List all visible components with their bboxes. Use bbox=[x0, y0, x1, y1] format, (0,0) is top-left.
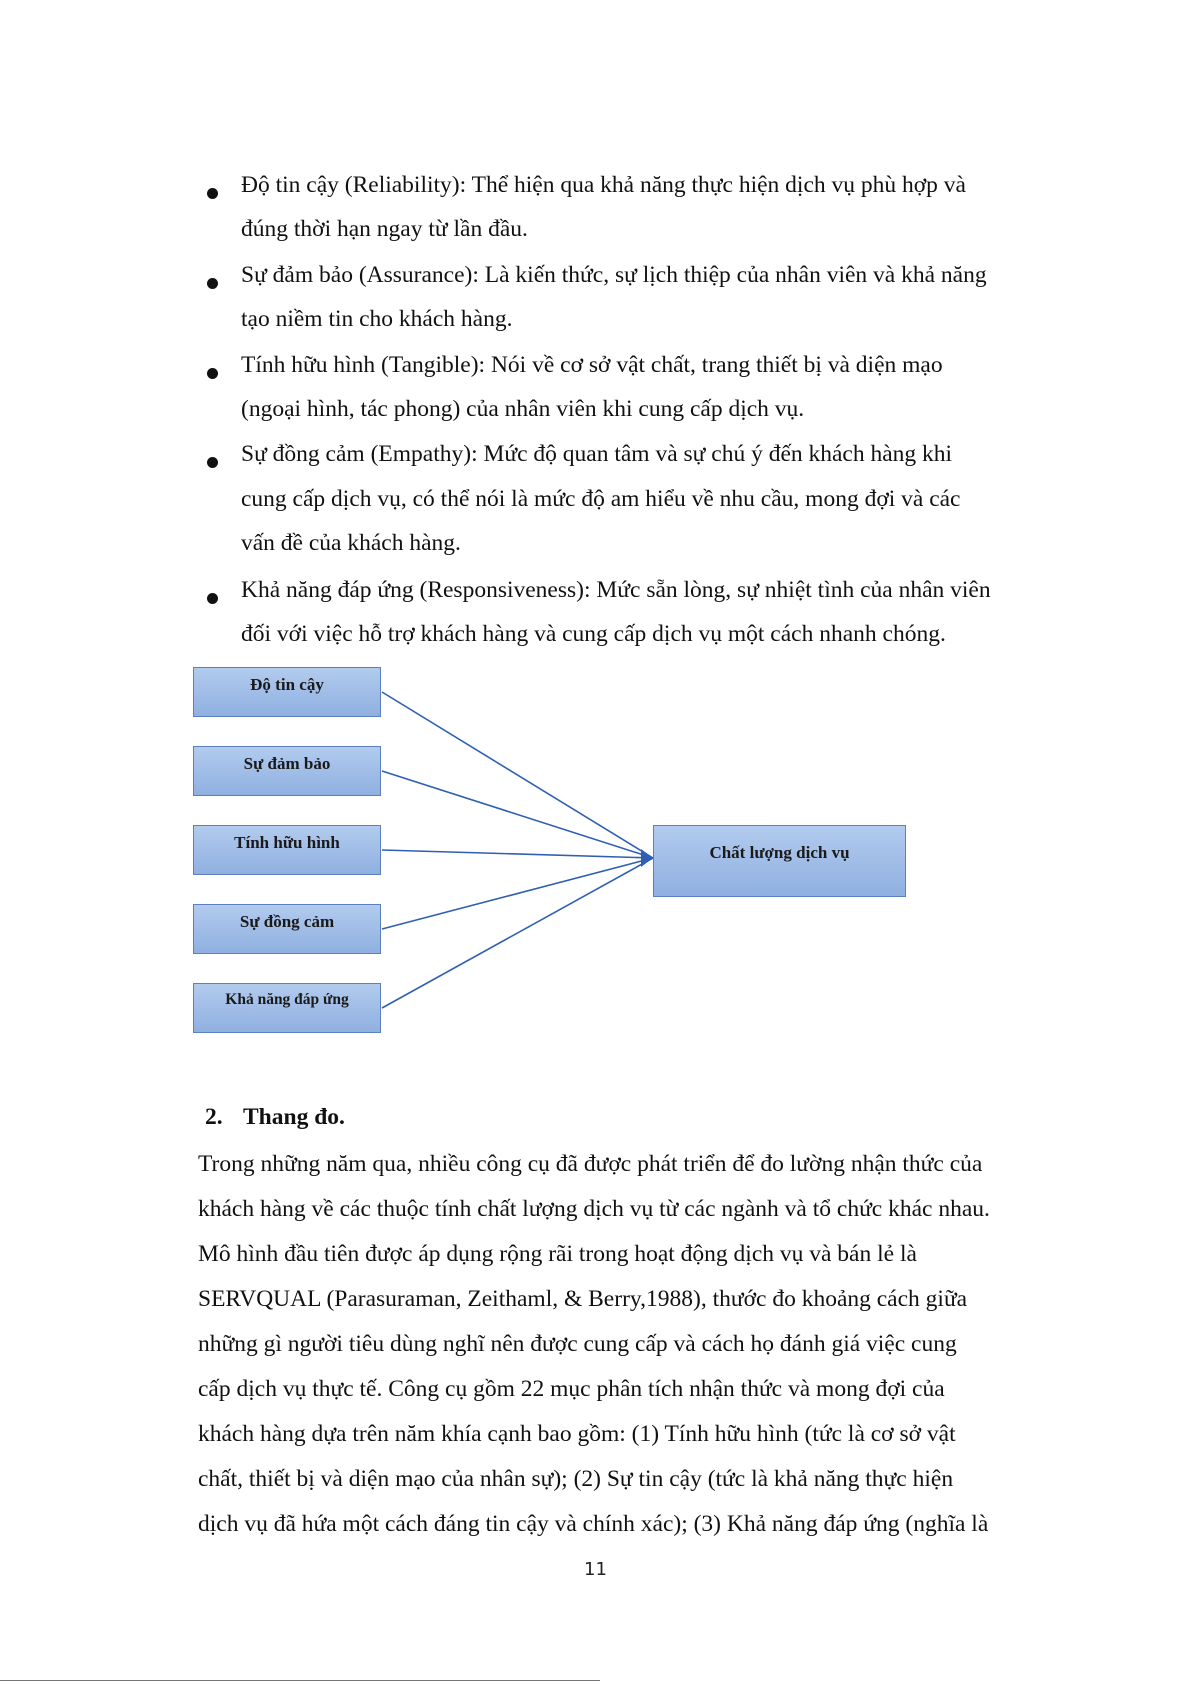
paragraph-line: khách hàng về các thuộc tính chất lượng dịch vụ từ các ngành và tổ chức khác nhau. bbox=[198, 1196, 990, 1222]
arrow-line bbox=[382, 858, 653, 1008]
bullet-dot-icon bbox=[207, 188, 218, 199]
bullet-text-line: đúng thời hạn ngay từ lần đầu. bbox=[241, 216, 528, 242]
outcome-label: Chất lượng dịch vụ bbox=[709, 843, 850, 862]
factor-label: Sự đồng cảm bbox=[239, 912, 335, 931]
factor-label: Sự đảm bảo bbox=[243, 754, 331, 773]
bullet-dot-icon bbox=[207, 593, 218, 604]
paragraph-line: chất, thiết bị và diện mạo của nhân sự); (2) Sự tin cậy (tức là khả năng thực hiện bbox=[198, 1466, 954, 1492]
arrowhead-icon bbox=[641, 849, 653, 867]
bullet-text-line: Khả năng đáp ứng (Responsiveness): Mức sẵn lòng, sự nhiệt tình của nhân viên bbox=[241, 577, 991, 603]
paragraph-line: Mô hình đầu tiên được áp dụng rộng rãi trong hoạt động dịch vụ và bán lẻ là bbox=[198, 1241, 917, 1267]
bullet-text-line: Sự đồng cảm (Empathy): Mức độ quan tâm và sự chú ý đến khách hàng khi bbox=[241, 441, 953, 467]
arrow-line bbox=[382, 858, 653, 929]
bullet-dot-icon bbox=[207, 457, 218, 468]
paragraph-line: khách hàng dựa trên năm khía cạnh bao gồm: (1) Tính hữu hình (tức là cơ sở vật bbox=[198, 1421, 956, 1447]
factor-box-responsiveness bbox=[193, 983, 381, 1033]
paragraph-line: Trong những năm qua, nhiều công cụ đã được phát triển để đo lường nhận thức của bbox=[198, 1151, 983, 1177]
outcome-box-service-quality bbox=[653, 825, 906, 897]
bullet-text-line: Tính hữu hình (Tangible): Nói về cơ sở vật chất, trang thiết bị và diện mạo bbox=[241, 352, 943, 378]
bullet-text-line: đối với việc hỗ trợ khách hàng và cung cấp dịch vụ một cách nhanh chóng. bbox=[241, 621, 946, 647]
arrow-line bbox=[382, 850, 653, 858]
bullet-text-line: cung cấp dịch vụ, có thể nói là mức độ am hiểu về nhu cầu, mong đợi và các bbox=[241, 486, 961, 512]
servqual-diagram bbox=[190, 665, 920, 1045]
paragraph-line: những gì người tiêu dùng nghĩ nên được cung cấp và cách họ đánh giá việc cung bbox=[198, 1331, 957, 1357]
paragraph-line: dịch vụ đã hứa một cách đáng tin cậy và chính xác); (3) Khả năng đáp ứng (nghĩa là bbox=[198, 1511, 989, 1537]
arrow-line bbox=[382, 771, 653, 858]
bullet-text-line: Sự đảm bảo (Assurance): Là kiến thức, sự lịch thiệp của nhân viên và khả năng bbox=[241, 262, 987, 288]
factor-box-assurance bbox=[193, 746, 381, 796]
bullet-text-line: Độ tin cậy (Reliability): Thể hiện qua khả năng thực hiện dịch vụ phù hợp và bbox=[241, 172, 966, 198]
factor-box-reliability bbox=[193, 667, 381, 717]
bullet-dot-icon bbox=[207, 278, 218, 289]
footer-rule bbox=[0, 1680, 600, 1681]
factor-label: Độ tin cậy bbox=[250, 675, 324, 694]
factor-label: Khả năng đáp ứng bbox=[225, 991, 349, 1008]
arrow-line bbox=[382, 692, 653, 858]
page-number: 11 bbox=[584, 1559, 607, 1580]
paragraph-line: SERVQUAL (Parasuraman, Zeithaml, & Berry,1988), thước đo khoảng cách giữa bbox=[198, 1286, 968, 1312]
factor-box-empathy bbox=[193, 904, 381, 954]
section-heading bbox=[205, 1104, 345, 1131]
section-number: 2. bbox=[205, 1104, 223, 1130]
bullet-text-line: tạo niềm tin cho khách hàng. bbox=[241, 306, 513, 332]
factor-box-tangible bbox=[193, 825, 381, 875]
paragraph-line: cấp dịch vụ thực tế. Công cụ gồm 22 mục phân tích nhận thức và mong đợi của bbox=[198, 1376, 945, 1402]
bullet-dot-icon bbox=[207, 368, 218, 379]
bullet-text-line: (ngoại hình, tác phong) của nhân viên khi cung cấp dịch vụ. bbox=[241, 396, 805, 422]
factor-label: Tính hữu hình bbox=[234, 833, 340, 852]
section-title: Thang đo. bbox=[243, 1104, 345, 1130]
bullet-text-line: vấn đề của khách hàng. bbox=[241, 530, 461, 556]
